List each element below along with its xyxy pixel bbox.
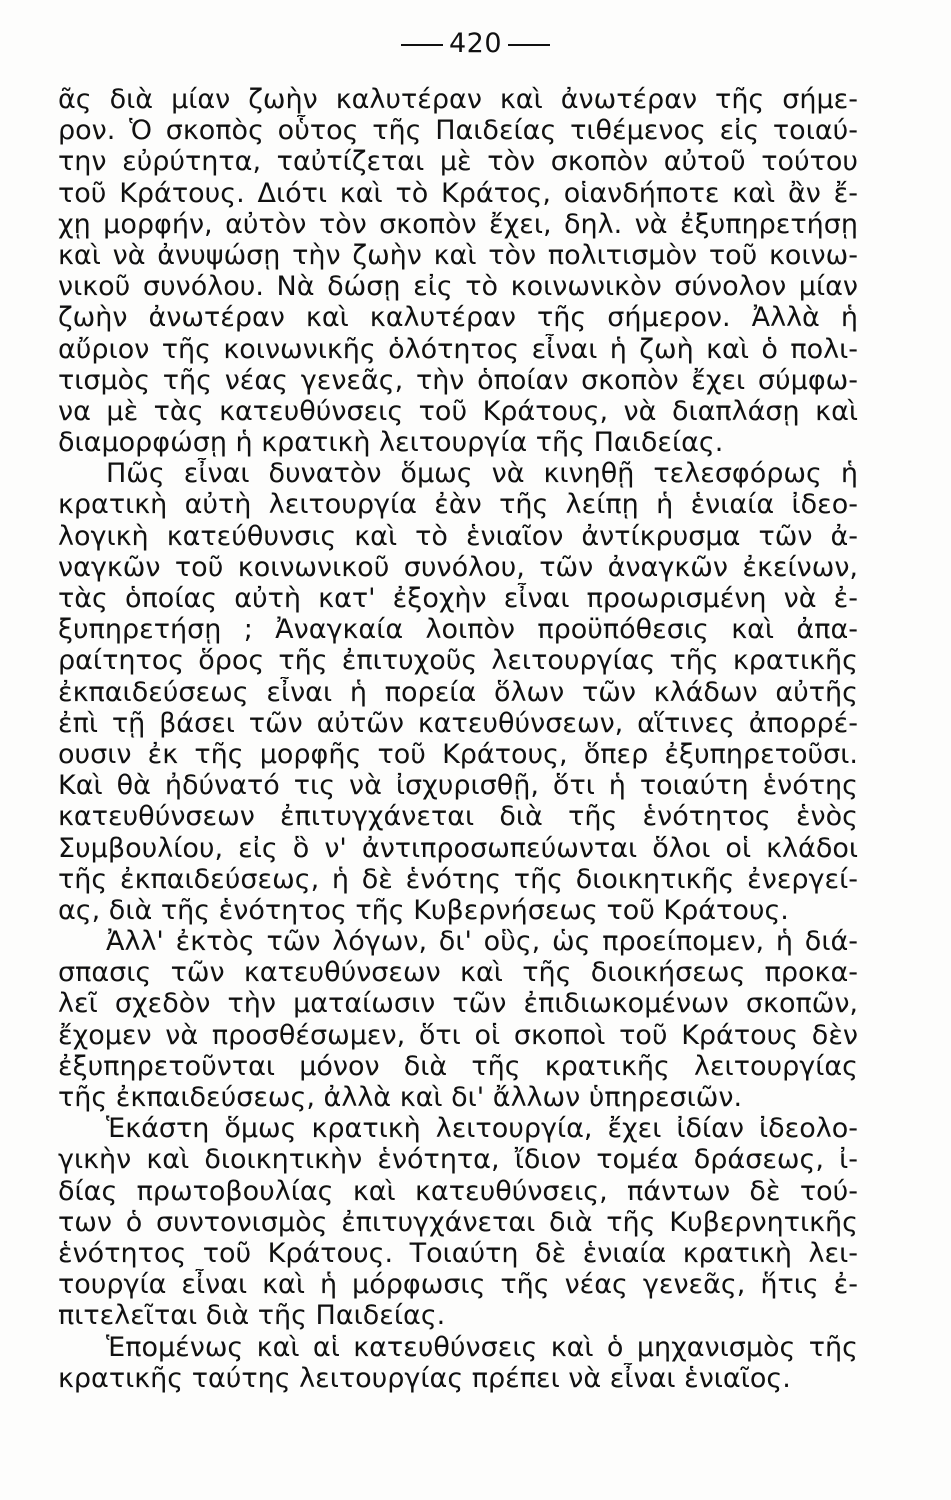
text-line: ναγκῶν τοῦ κοινωνικοῦ συνόλου, τῶν ἀναγκῶν ἐκείνων, bbox=[58, 551, 858, 583]
body-text bbox=[58, 84, 858, 1394]
text-line: καὶ νὰ ἀνυψώσῃ τὴν ζωὴν καὶ τὸν πολιτισμὸν τοῦ κοινω- bbox=[58, 239, 858, 271]
text-line: ἔχομεν νὰ προσθέσωμεν, ὅτι οἱ σκοποὶ τοῦ Κράτους δὲν bbox=[58, 1019, 858, 1051]
text-line: τῆς ἐκπαιδεύσεως, ἀλλὰ καὶ δι' ἄλλων ὑπηρεσιῶν. bbox=[58, 1082, 743, 1113]
text-line: τουργία εἶναι καὶ ἡ μόρφωσις τῆς νέας γενεᾶς, ἥτις ἐ- bbox=[58, 1269, 858, 1301]
text-line: Πῶς εἶναι δυνατὸν ὅμως νὰ κινηθῇ τελεσφόρως ἡ bbox=[106, 458, 858, 490]
text-line: ἐκπαιδεύσεως εἶναι ἡ πορεία ὅλων τῶν κλάδων αὐτῆς bbox=[58, 676, 858, 708]
text-line: τῆς ἐκπαιδεύσεως, ἡ δὲ ἑνότης τῆς διοικητικῆς ἐνεργεί- bbox=[58, 863, 858, 895]
text-line: σπασις τῶν κατευθύνσεων καὶ τῆς διοικήσεως προκα- bbox=[58, 957, 858, 989]
text-line: κρατικῆς ταύτης λειτουργίας πρέπει νὰ εἶναι ἑνιαῖος. bbox=[58, 1362, 791, 1394]
text-line: να μὲ τὰς κατευθύνσεις τοῦ Κράτους, νὰ διαπλάσῃ καὶ bbox=[58, 395, 858, 427]
text-line: ραίτητος ὅρος τῆς ἐπιτυχοῦς λειτουργίας τῆς κρατικῆς bbox=[58, 645, 858, 677]
text-line: γικὴν καὶ διοικητικὴν ἑνότητα, ἴδιον τομέα δράσεως, ἰ- bbox=[58, 1144, 858, 1176]
text-line: ας, διὰ τῆς ἑνότητος τῆς Κυβερνήσεως τοῦ Κράτους. bbox=[58, 894, 789, 926]
text-line: χῃ μορφήν, αὐτὸν τὸν σκοπὸν ἔχει, δηλ. νὰ ἐξυπηρετήσῃ bbox=[58, 208, 858, 240]
text-line: Ἑκάστη ὅμως κρατικὴ λειτουργία, ἔχει ἰδίαν ἰδεολο- bbox=[106, 1113, 858, 1145]
text-line: νικοῦ συνόλου. Νὰ δώσῃ εἰς τὸ κοινωνικὸν σύνολον μίαν bbox=[58, 271, 858, 303]
text-line: Καὶ θὰ ἠδύνατό τις νὰ ἰσχυρισθῇ, ὅτι ἡ τοιαύτη ἑνότης bbox=[58, 770, 858, 802]
text-line: δίας πρωτοβουλίας καὶ κατευθύνσεις, πάντων δὲ τού- bbox=[58, 1175, 858, 1207]
text-line: ἐπὶ τῇ βάσει τῶν αὐτῶν κατευθύνσεων, αἵτινες ἀπορρέ- bbox=[58, 707, 858, 739]
text-line: κρατικὴ αὐτὴ λειτουργία ἐὰν τῆς λείπῃ ἡ ἑνιαία ἰδεο- bbox=[58, 489, 858, 521]
text-line: κατευθύνσεων ἐπιτυγχάνεται διὰ τῆς ἑνότητος ἑνὸς bbox=[58, 801, 858, 833]
text-line: Συμβουλίου, εἰς ὃ ν' ἀντιπροσωπεύωνται ὅλοι οἱ κλάδοι bbox=[58, 832, 858, 864]
text-line: πιτελεῖται διὰ τῆς Παιδείας. bbox=[58, 1300, 446, 1332]
text-line: τὰς ὁποίας αὐτὴ κατ' ἐξοχὴν εἶναι προωρισμένη νὰ ἐ- bbox=[58, 583, 858, 614]
text-line: ζωὴν ἀνωτέραν καὶ καλυτέραν τῆς σήμερον. Ἀλλὰ ἡ bbox=[58, 302, 858, 334]
text-line: διαμορφώσῃ ἡ κρατικὴ λειτουργία τῆς Παιδείας. bbox=[58, 427, 724, 459]
right-dash bbox=[508, 44, 550, 46]
text-line: Ἀλλ' ἐκτὸς τῶν λόγων, δι' οὓς, ὡς προείπομεν, ἡ διά- bbox=[106, 926, 858, 958]
text-line: ἑνότητος τοῦ Κράτους. Τοιαύτη δὲ ἑνιαία κρατικὴ λει- bbox=[58, 1237, 858, 1269]
text-line: ρον. Ὁ σκοπὸς οὗτος τῆς Παιδείας τιθέμενος εἰς τοιαύ- bbox=[58, 115, 858, 147]
text-line: λεῖ σχεδὸν τὴν ματαίωσιν τῶν ἐπιδιωκομένων σκοπῶν, bbox=[58, 988, 858, 1020]
text-line: τισμὸς τῆς νέας γενεᾶς, τὴν ὁποίαν σκοπὸν ἔχει σύμφω- bbox=[58, 364, 858, 396]
text-line: ἐξυπηρετοῦνται μόνον διὰ τῆς κρατικῆς λειτουργίας bbox=[58, 1050, 858, 1082]
text-line: Ἑπομένως καὶ αἱ κατευθύνσεις καὶ ὁ μηχανισμὸς τῆς bbox=[106, 1331, 858, 1363]
text-line: των ὁ συντονισμὸς ἐπιτυγχάνεται διὰ τῆς Κυβερνητικῆς bbox=[58, 1206, 858, 1238]
page-number: 420 bbox=[448, 28, 503, 59]
page-number-header bbox=[0, 28, 951, 59]
text-line: λογικὴ κατεύθυνσις καὶ τὸ ἑνιαῖον ἀντίκρυσμα τῶν ἀ- bbox=[58, 520, 858, 552]
text-line: την εὐρύτητα, ταὐτίζεται μὲ τὸν σκοπὸν αὐτοῦ τούτου bbox=[58, 146, 858, 178]
text-line: ουσιν ἐκ τῆς μορφῆς τοῦ Κράτους, ὅπερ ἐξυπηρετοῦσι. bbox=[58, 738, 858, 770]
text-line: τοῦ Κράτους. Διότι καὶ τὸ Κράτος, οἱανδήποτε καὶ ἂν ἔ- bbox=[58, 177, 858, 209]
text-line: αὔριον τῆς κοινωνικῆς ὁλότητος εἶναι ἡ ζωὴ καὶ ὁ πολι- bbox=[58, 333, 858, 365]
left-dash bbox=[401, 44, 443, 46]
text-line: ᾶς διὰ μίαν ζωὴν καλυτέραν καὶ ἀνωτέραν τῆς σήμε- bbox=[58, 84, 858, 115]
text-line: ξυπηρετήσῃ ; Ἀναγκαία λοιπὸν προϋπόθεσις καὶ ἀπα- bbox=[58, 614, 858, 646]
